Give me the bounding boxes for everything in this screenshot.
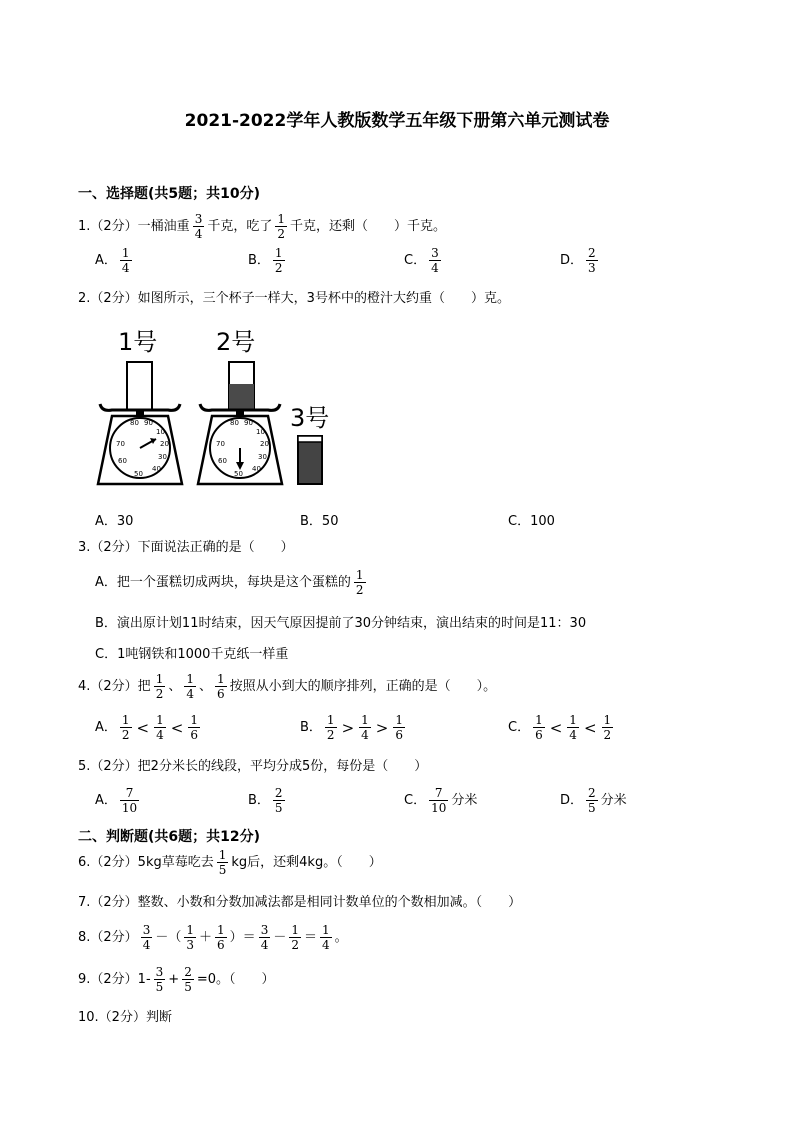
q5-option-b[interactable]: B． $\frac{2}{5}$ [248, 786, 283, 815]
fraction-3-4: $\frac{3}{4}$ [194, 212, 203, 241]
fraction-1-5: $\frac{1}{5}$ [218, 848, 227, 877]
q4-option-c[interactable]: C． $\frac{1}{6}$ < $\frac{1}{4}$ < $\frac{1}{2}$ [508, 713, 612, 742]
fraction-2-3: $\frac{2}{3}$ [588, 246, 596, 275]
question-2: 2.（2分）如图所示，三个杯子一样大，3号杯中的橙汁大约重（ ）克。 [78, 291, 510, 306]
q2-option-b[interactable]: B．50 [300, 514, 339, 529]
question-7: 7.（2分）整数、小数和分数加减法都是相同计数单位的个数相加减。（ ） [78, 895, 522, 910]
fraction-1-2: $\frac{1}{2}$ [274, 246, 283, 275]
question-6: 6.（2分）5kg草莓吃去 $\frac{1}{5}$ kg后，还剩4kg。（ ） [78, 848, 382, 877]
cup-2-label: 2号 [216, 328, 256, 356]
q4-option-a[interactable]: A． $\frac{1}{2}$ < $\frac{1}{4}$ < $\frac{1}{6}$ [95, 713, 198, 742]
q1-text-3: 千克，还剩（ ）千克。 [289, 219, 446, 234]
dial-1-label: 60 [118, 457, 127, 465]
cup-3-full [298, 436, 322, 484]
fraction-1-2: $\frac{1}{2}$ [155, 672, 164, 701]
q2-option-c[interactable]: C．100 [508, 514, 555, 529]
q3-option-b[interactable]: B．演出原计划11时结束，因天气原因提前了30分钟结束，演出结束的时间是11：30 [95, 616, 587, 631]
question-9: 9.（2分）1- $\frac{3}{5}$ + $\frac{2}{5}$ =0。（ ） [78, 965, 275, 994]
cup-1-label: 1号 [118, 328, 158, 356]
page-title: 2021-2022学年人教版数学五年级下册第六单元测试卷 [184, 111, 610, 131]
question-3: 3.（2分）下面说法正确的是（ ） [78, 540, 294, 555]
fraction-1-2: $\frac{1}{2}$ [355, 568, 364, 597]
dial-2-label: 40 [252, 465, 261, 473]
fraction-1-2: $\frac{1}{2}$ [277, 212, 285, 241]
dial-1-label: 40 [152, 465, 161, 473]
question-5: 5.（2分）把2分米长的线段，平均分成5份，每份是（ ） [78, 759, 428, 774]
q4-option-b[interactable]: B． $\frac{1}{2}$ > $\frac{1}{4}$ > $\frac{1}{6}$ [300, 713, 403, 742]
q5-option-c[interactable]: C． $\frac{7}{10}$ 分米 [404, 786, 478, 815]
dial-2-label: 50 [234, 470, 243, 478]
dial-1-label: 30 [158, 453, 167, 461]
q3-option-c[interactable]: C．1吨钢铁和1000千克纸一样重 [95, 647, 289, 662]
cup-3-label: 3号 [290, 404, 330, 432]
fraction-1-4: $\frac{1}{4}$ [121, 246, 130, 275]
dial-1-label: 80 [130, 419, 139, 427]
q5-option-a[interactable]: A． $\frac{7}{10}$ [95, 786, 138, 815]
scale-2 [198, 362, 282, 484]
dial-1-label: 70 [116, 440, 125, 448]
section-2-heading: 二、判断题(共6题；共12分) [78, 829, 261, 845]
dial-2-label: 10 [256, 428, 265, 436]
scale-figure [90, 322, 350, 494]
q2-option-a[interactable]: A．30 [95, 514, 134, 529]
fraction-3-4: $\frac{3}{4}$ [431, 246, 439, 275]
question-1 [78, 212, 446, 241]
q1-option-b[interactable]: B． $\frac{1}{2}$ [248, 246, 283, 275]
section-1-heading: 一、选择题(共5题；共10分) [78, 186, 261, 202]
dial-2-label: 70 [216, 440, 225, 448]
dial-1-label: 20 [160, 440, 169, 448]
question-4: 4.（2分）把 $\frac{1}{2}$ 、 $\frac{1}{4}$ 、 $\frac{1}{6}$ 按照从小到大的顺序排列，正确的是（ ）。 [78, 672, 497, 701]
q1-option-a[interactable]: A． $\frac{1}{4}$ [95, 246, 130, 275]
q1-option-d[interactable]: D． $\frac{2}{3}$ [560, 246, 596, 275]
dial-1-label: 50 [134, 470, 143, 478]
question-8: 8.（2分） $\frac{3}{4}$ －（ $\frac{1}{3}$ ＋ $\frac{1}{6}$ ）＝ $\frac{3}{4}$ － $\frac{1}{2}$ ＝ $\frac{1}{4}$ 。 [78, 923, 348, 952]
cup-1-empty [127, 362, 152, 410]
q3-option-a[interactable]: A．把一个蛋糕切成两块，每块是这个蛋糕的 $\frac{1}{2}$ [95, 568, 364, 597]
q5-option-d[interactable]: D． $\frac{2}{5}$ 分米 [560, 786, 627, 815]
dial-2-label: 20 [260, 440, 269, 448]
dial-2-label: 60 [218, 457, 227, 465]
dial-1-label: 10 [156, 428, 165, 436]
question-10: 10.（2分）判断 [78, 1010, 172, 1025]
dial-2-label: 80 [230, 419, 239, 427]
fraction-1-4: $\frac{1}{4}$ [186, 672, 194, 701]
scale-1 [98, 362, 182, 484]
dial-1-label: 90 [144, 419, 153, 427]
q1-text-2: 千克，吃了 [207, 219, 273, 234]
q1-option-c[interactable]: C． $\frac{3}{4}$ [404, 246, 439, 275]
dial-2-label: 90 [244, 419, 253, 427]
dial-2-label: 30 [258, 453, 267, 461]
q1-text-1: 1.（2分）一桶油重 [78, 219, 190, 234]
fraction-1-6: $\frac{1}{6}$ [217, 672, 225, 701]
